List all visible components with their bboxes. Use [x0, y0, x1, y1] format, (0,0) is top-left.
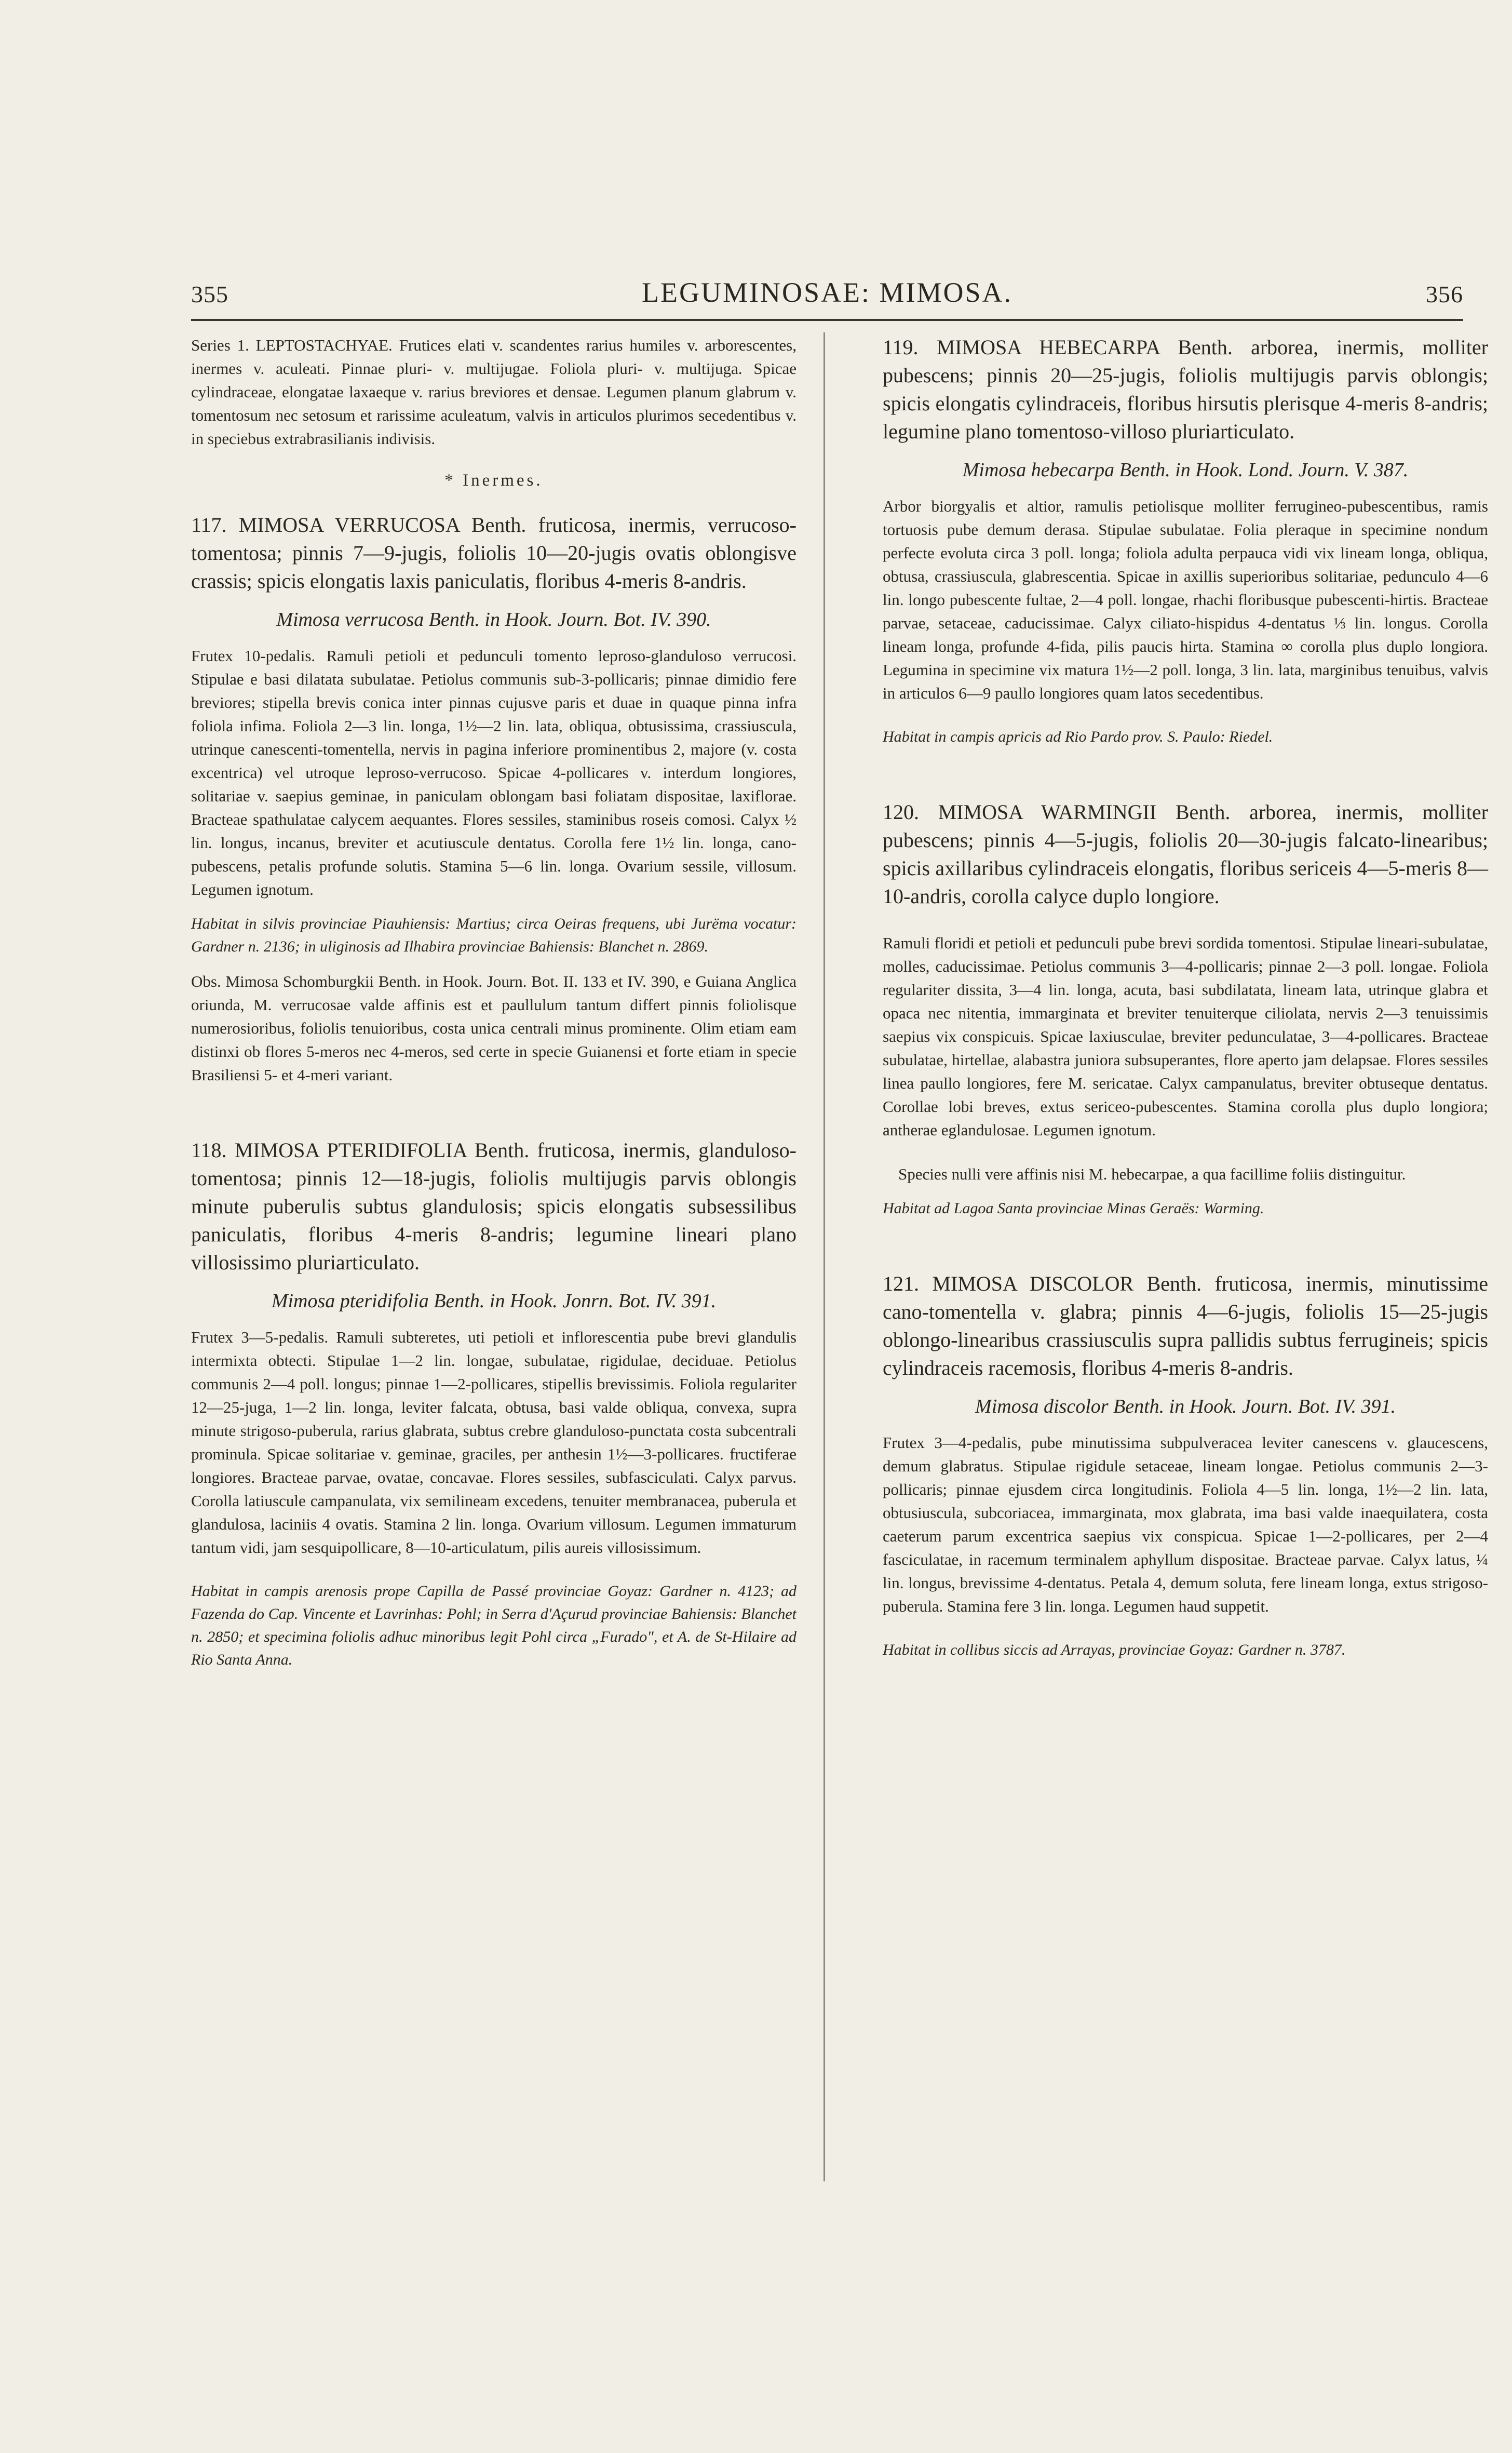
species-119-habitat: Habitat in campis apricis ad Rio Pardo prov. S. Paulo: Riedel.	[883, 728, 1273, 745]
species-118-reference: Mimosa pteridifolia Benth. in Hook. Jonrn. Bot. IV. 391.	[271, 1290, 717, 1312]
running-title: LEGUMINOSAE: MIMOSA.	[641, 277, 1013, 308]
series-description: Series 1. LEPTOSTACHYAE. Frutices elati v. scandentes rarius humiles v. arborescentes, inermes v. aculeati. Pinnae pluri- v. multijugae. Foliola pluri- v. multijuga. Spicae cylindraceae, elongatae laxaeque v. rarius breviores et densae. Legumen planum glabrum v. tomentosum nec setosum et rarissime aculeatum, valvis in articulos plurimos secedentibus v. in speciebus extrabrasilianis indivisis.	[191, 336, 797, 448]
column-divider	[824, 332, 825, 2181]
species-119-description: Arbor biorgyalis et altior, ramulis petiolisque molliter ferrugineo-pubescentibus, ramis tortuosis pube demum derasa. Stipulae subulatae. Folia pleraque in specimine nondum perfecte evoluta circa 3 poll. longa; foliola adulta perpauca vidi vix lineam longa, obliqua, obtusa, crassiuscula, glabrescentia. Spicae in axillis superioribus solitariae, pedunculo 4—6 lin. longo pubescente fultae, 2—4 poll. longae, rhachi floribusque pubescenti-hirtis. Bracteae parvae, setaceae, caducissimae. Calyx ciliato-hispidus 4-dentatus ⅓ lin. longus. Corolla lineam longa, profunde 4-fida, pilis paucis hirta. Stamina ∞ corolla plus duplo longiora. Legumina in specimine vix matura 1½—2 poll. longa, 3 lin. lata, marginibus tenuibus, valvis in articulos 6—9 paullo longiores quam latos secedentibus.	[883, 497, 1488, 702]
species-119-diagnosis: 119. MIMOSA HEBECARPA Benth. arborea, inermis, molliter pubescens; pinnis 20—25-jugis, foliolis multijugis parvis oblongis; spicis elongatis cylindraceis, floribus hirsutis plerisque 4-meris 8-andris; legumine plano tomentoso-villoso pluriarticulato.	[883, 336, 1488, 443]
species-120-diagnosis: 120. MIMOSA WARMINGII Benth. arborea, inermis, molliter pubescens; pinnis 4—5-jugis, foliolis 20—30-jugis falcato-linearibus; spicis axillaribus cylindraceis elongatis, floribus sericeis 4—5-meris 8—10-andris, corolla calyce duplo longiore.	[883, 800, 1488, 908]
species-117-reference: Mimosa verrucosa Benth. in Hook. Journ. Bot. IV. 390.	[276, 609, 711, 631]
species-117-description: Frutex 10-pedalis. Ramuli petioli et pedunculi tomento leproso-glanduloso verrucosi. Stipulae e basi dilatata subulatae. Petiolus communis sub-3-pollicaris; pinnae dimidio fere breviores; stipella brevis conica inter pinnas cujusve paris et duae in quaque pinna infra foliola infima. Foliola 2—3 lin. longa, 1½—2 lin. lata, obliqua, obtusissima, crassiuscula, utrinque canescenti-tomentella, nervis in pagina inferiore prominentibus 2, majore (v. costa excentrica) vel utroque leproso-verrucoso. Spicae 4-pollicares v. interdum longiores, solitariae v. saepius geminae, in paniculam oblongam basi foliatam dispositae, laxiflorae. Bracteae spathulatae calycem aequantes. Flores sessiles, staminibus roseis comosi. Calyx ½ lin. longus, incanus, breviter et acutiuscule dentatus. Corolla fere 1½ lin. longa, cano-pubescens, petalis profunde solutis. Stamina 5—6 lin. longa. Ovarium sessile, villosum. Legumen ignotum.	[191, 647, 797, 899]
header-rule	[191, 319, 1463, 321]
right-column	[883, 333, 1488, 1661]
species-121-reference: Mimosa discolor Benth. in Hook. Journ. Bot. IV. 391.	[975, 1396, 1396, 1417]
page-header	[191, 276, 1463, 323]
species-117-diagnosis: 117. MIMOSA VERRUCOSA Benth. fruticosa, inermis, verrucoso-tomentosa; pinnis 7—9-jugis, foliolis 10—20-jugis ovatis oblongisve crassis; spicis elongatis laxis paniculatis, floribus 4-meris 8-andris.	[191, 513, 797, 593]
species-118-habitat: Habitat in campis arenosis prope Capilla de Passé provinciae Goyaz: Gardner n. 4123; ad Fazenda do Cap. Vincente et Lavrinhas: Pohl; in Serra d'Açurud provinciae Bahiensis: Blanchet n. 2850; et specimina foliolis adhuc minoribus legit Pohl circa „Furado", et A. de St-Hilaire ad Rio Santa Anna.	[191, 1583, 797, 1668]
left-column	[191, 333, 797, 1671]
species-119-reference: Mimosa hebecarpa Benth. in Hook. Lond. Journ. V. 387.	[962, 459, 1409, 481]
species-120-description: Ramuli floridi et petioli et pedunculi pube brevi sordida tomentosi. Stipulae lineari-subulatae, molles, caducissimae. Petiolus communis 3—4-pollicaris; pinnae 2—3 poll. longae. Foliola regulariter dissita, 3—4 lin. longa, acuta, basi subdilatata, lineam lata, utrinque glabra et opaca nec nitentia, immarginata et breviter tenuiterque ciliolata, nervis 2—3 tenuissimis saepius vix conspicuis. Spicae laxiusculae, breviter pedunculatae, 3—4-pollicares. Bracteae subulatae, hirtellae, alabastra juniora subsuperantes, flore aperto jam delapsae. Flores sessiles linea paullo longiores, fere M. sericatae. Calyx campanulatus, breviter obtuseque dentatus. Corollae lobi breves, extus sericeo-pubescentes. Stamina corolla plus duplo longiora; antherae eglandulosae. Legumen ignotum.	[883, 934, 1488, 1139]
species-118-description: Frutex 3—5-pedalis. Ramuli subteretes, uti petioli et inflorescentia pube brevi glandulis intermixta obtecti. Stipulae 1—2 lin. longae, subulatae, rigidulae, deciduae. Petiolus communis 2—4 poll. longus; pinnae 1—2-pollicares, stipellis brevissimis. Foliola regulariter 12—25-juga, 1—2 lin. longa, leviter falcata, obtusa, basi valde obliqua, convexa, supra minute strigoso-puberula, rarius glabrata, subtus crebre glanduloso-punctata costa subcentrali prominula. Spicae solitariae v. geminae, graciles, per anthesin 1½—3-pollicares. fructiferae longiores. Bracteae parvae, ovatae, concavae. Flores sessiles, subfasciculati. Calyx parvus. Corolla latiuscule campanulata, vix semilineam excedens, tenuiter membranacea, puberula et glandulosa, laciniis 4 ovatis. Stamina 2 lin. longa. Ovarium villosum. Legumen immaturum tantum vidi, jam sesquipollicare, 8—10-articulatum, pilis aureis villosissimum.	[191, 1328, 797, 1557]
species-120-habitat: Habitat ad Lagoa Santa provinciae Minas Geraës: Warming.	[883, 1200, 1264, 1217]
page-number-right: 356	[1426, 281, 1463, 307]
page-number-left: 355	[191, 281, 228, 307]
species-121-description: Frutex 3—4-pedalis, pube minutissima subpulveracea leviter canescens v. glaucescens, demum glabratus. Stipulae rigidule setaceae, lineam longae. Petiolus communis 2—3-pollicaris; pinnae ejusdem circa longitudinis. Foliola 4—5 lin. longa, 1½—2 lin. lata, obtusiuscula, subcoriacea, immarginata, mox glabrata, ima basi valde inaequilatera, costa caeterum parum excentrica saepius vix conspicua. Spicae 1—2-pollicares, per 2—4 fasciculatae, in racemum terminalem aphyllum dispositae. Bracteae parvae. Calyx latus, ¼ lin. longus, brevissime 4-dentatus. Petala 4, demum soluta, fere lineam longa, extus strigoso-puberula. Stamina fere 3 lin. longa. Legumen haud suppetit.	[883, 1433, 1488, 1615]
species-117-habitat: Habitat in silvis provinciae Piauhiensis: Martius; circa Oeiras frequens, ubi Jurëma vocatur: Gardner n. 2136; in uliginosis ad Ilhabira provinciae Bahiensis: Blanchet n. 2869.	[191, 915, 797, 955]
species-118-diagnosis: 118. MIMOSA PTERIDIFOLIA Benth. fruticosa, inermis, glanduloso-tomentosa; pinnis 12—18-jugis, foliolis multijugis parvis oblongis minute puberulis subtus glandulosis; spicis elongatis subsessilibus paniculatis, floribus 4-meris 8-andris; legumine lineari plano villosissimo pluriarticulato.	[191, 1138, 797, 1274]
species-121-habitat: Habitat in collibus siccis ad Arrayas, provinciae Goyaz: Gardner n. 3787.	[883, 1641, 1346, 1658]
species-117-observation: Obs. Mimosa Schomburgkii Benth. in Hook. Journ. Bot. II. 133 et IV. 390, e Guiana Anglica oriunda, M. verrucosae valde affinis est et paullulum tantum differt pinnis foliolisque numerosioribus, foliolis tenuioribus, costa unica centrali minus prominente. Olim etiam eam distinxi ob flores 5-meros nec 4-meros, sed certe in specie Guianensi et forte etiam in specie Brasiliensi 5- et 4-meri variant.	[191, 972, 797, 1084]
species-121-diagnosis: 121. MIMOSA DISCOLOR Benth. fruticosa, inermis, minutissime cano-tomentella v. glabra; pinnis 4—6-jugis, foliolis 15—25-jugis oblongo-linearibus crassiusculis supra pallidis subtus ferrugineis; spicis cylindraceis racemosis, floribus 4-meris 8-andris.	[883, 1272, 1488, 1379]
section-heading-inermes: * Inermes.	[444, 471, 543, 490]
species-120-note: Species nulli vere affinis nisi M. hebecarpae, a qua facillime foliis distinguitur.	[898, 1165, 1406, 1183]
